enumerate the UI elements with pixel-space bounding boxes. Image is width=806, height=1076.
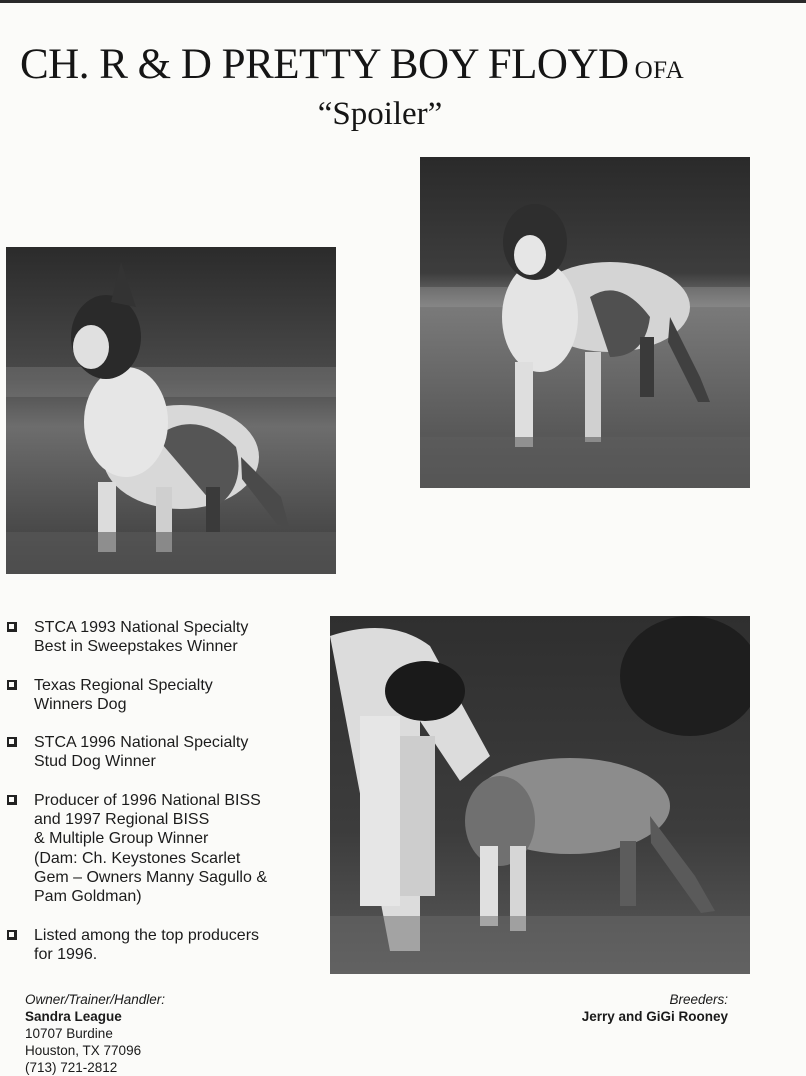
owner-phone: (713) 721-2812	[25, 1060, 118, 1075]
owner-name: Sandra League	[25, 1009, 122, 1024]
dog-photo-right	[420, 157, 750, 488]
owner-address-line2: Houston, TX 77096	[25, 1043, 142, 1058]
dog-photo-icon	[420, 157, 750, 488]
ofa-certification: OFA	[634, 57, 685, 84]
checkbox-bullet-icon	[7, 795, 17, 805]
dog-photo-icon	[6, 247, 336, 574]
list-item	[7, 733, 327, 772]
achievement-text: Texas Regional Specialty Winners Dog	[34, 676, 213, 713]
list-item	[7, 791, 327, 907]
achievement-text: STCA 1996 National Specialty Stud Dog Winner	[34, 734, 249, 771]
checkbox-bullet-icon	[7, 622, 17, 632]
owner-address-line1: 10707 Burdine	[25, 1026, 113, 1041]
breeders-role: Breeders:	[669, 992, 728, 1007]
page-title	[20, 40, 684, 89]
top-border-rule	[0, 0, 806, 3]
achievements-list	[7, 618, 327, 983]
call-name: “Spoiler”	[317, 96, 443, 132]
achievement-text: Producer of 1996 National BISS and 1997 Regional BISS & Multiple Group Winner (Dam: Ch. Keystones Scarlet Gem – Owners Manny Sagullo & Pam Goldman)	[34, 791, 267, 906]
dog-with-handler-photo-icon	[330, 616, 750, 974]
owner-contact-block	[25, 991, 165, 1076]
breeders-name: Jerry and GiGi Rooney	[581, 1009, 728, 1024]
checkbox-bullet-icon	[7, 930, 17, 940]
achievement-text: Listed among the top producers for 1996.	[34, 926, 260, 963]
list-item	[7, 926, 327, 965]
checkbox-bullet-icon	[7, 680, 17, 690]
dog-name: CH. R & D PRETTY BOY FLOYD	[20, 41, 629, 88]
dog-photo-left	[6, 247, 336, 574]
dog-with-handler-photo	[330, 616, 750, 974]
breeders-block	[582, 991, 728, 1025]
list-item	[7, 618, 327, 657]
achievement-text: STCA 1993 National Specialty Best in Sweepstakes Winner	[34, 619, 249, 656]
checkbox-bullet-icon	[7, 737, 17, 747]
owner-role: Owner/Trainer/Handler:	[25, 992, 166, 1007]
list-item	[7, 676, 327, 715]
